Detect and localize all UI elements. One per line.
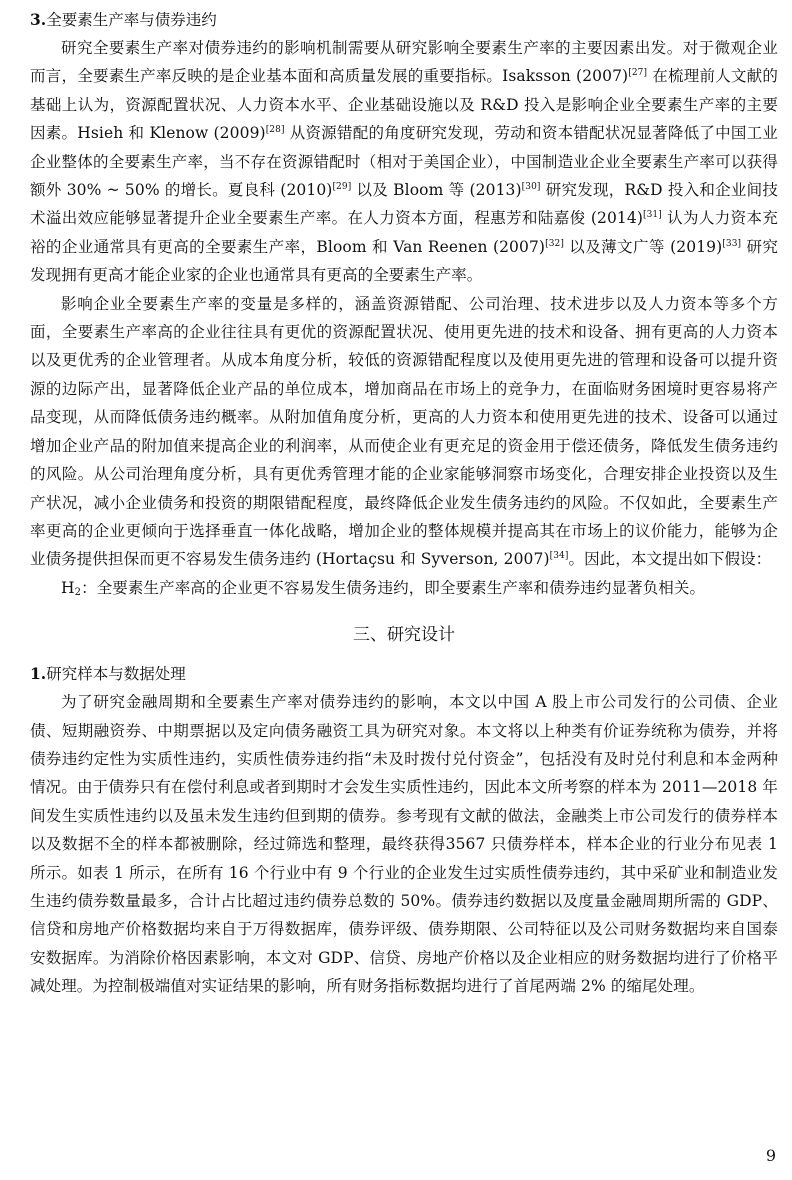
- subsection-heading-1: [30, 660, 778, 688]
- hypothesis-text: ：全要素生产率高的企业更不容易发生债务违约，即全要素生产率和债券违约显著负相关。: [81, 578, 706, 597]
- paragraph-sample-data: 为了研究金融周期和全要素生产率对债券违约的影响，本文以中国 A 股上市公司发行的公司债、企业债、短期融资券、中期票据以及定向债务融资工具为研究对象。本文将以上种类有价证券统称为债券，并将债券违约定性为实质性违约，实质性债券违约指“未及时拨付兑付资金”，包括没有及时兑付利息和本金两种情况。由于债券只有在偿付利息或者到期时才会发生实质性违约，因此本文所考察的样本为 2011—2018 年间发生实质性违约以及虽未发生违约但到期的债券。参考现有文献的做法，金融类上市公司发行的债券样本以及数据不全的样本都被删除，经过筛选和整理，最终获得3567 只债券样本，样本企业的行业分布见表 1 所示。如表 1 所示，在所有 16 个行业中有 9 个行业的企业发生过实质性债券违约，其中采矿业和制造业发生违约债券数量最多，合计占比超过违约债券总数的 50%。债券违约数据以及度量金融周期所需的 GDP、信贷和房地产价格数据均来自于万得数据库，债券评级、债券期限、公司特征以及公司财务数据均来自国泰安数据库。为消除价格因素影响，本文对 GDP、信贷、房地产价格以及企业相应的财务数据均进行了价格平减处理。为控制极端值对实证结果的影响，所有财务指标数据均进行了首尾两端 2% 的缩尾处理。: [30, 693, 778, 996]
- hypothesis-subscript: 2: [74, 586, 82, 598]
- paragraph-mechanism: [30, 290, 778, 574]
- citation-ref: [30]: [521, 182, 541, 193]
- citation-ref: [29]: [332, 182, 352, 193]
- text-run: 从资源错配的角度研究发现，劳动和资本错配状况显著降低了中国工业企业整体的全要素生产率，当不存在资源错配时（相对于美国企业），中国制造业企业全要素生产率可以获得额外 30% ~ 50% 的增长。夏良科 (2010): [30, 124, 778, 200]
- citation-ref: [32]: [545, 238, 564, 249]
- citation-ref: [28]: [265, 125, 285, 136]
- text-run: 研究全要素生产率对债券违约的影响机制需要从研究影响全要素生产率的主要因素出发。对于微观企业而言，全要素生产率反映的是企业基本面和高质量发展的重要指标。Isaksson (2007): [30, 39, 778, 86]
- hypothesis-h2: [30, 574, 778, 602]
- text-run: 研究发现拥有更高才能企业家的企业也通常具有更高的全要素生产率。: [30, 237, 778, 285]
- text-run: 。因此，本文提出如下假设：: [568, 550, 772, 569]
- paragraph-tfp-factors: [30, 34, 778, 290]
- citation-ref: [31]: [642, 210, 662, 221]
- text-run: 以及 Bloom 等 (2013): [351, 181, 522, 200]
- page-number: 9: [765, 1146, 776, 1165]
- text-run: 认为人力资本充裕的企业通常具有更高的全要素生产率，Bloom 和 Van Reenen (2007): [30, 209, 778, 256]
- section-heading: 三、研究设计: [353, 625, 455, 646]
- subsection-number: 1.: [30, 664, 47, 684]
- subsection-title: 全要素生产率与债券违约: [46, 11, 217, 29]
- subsection-title: 研究样本与数据处理: [46, 665, 186, 684]
- hypothesis-label: H: [61, 578, 75, 597]
- citation-ref: [33]: [722, 238, 742, 249]
- citation-ref: [34]: [549, 551, 569, 562]
- text-run: 影响企业全要素生产率的变量是多样的，涵盖资源错配、公司治理、技术进步以及人力资本等多个方面，全要素生产率高的企业往往具有更优的资源配置状况、使用更先进的技术和设备、拥有更高的人力资本以及更优秀的企业管理者。从成本角度分析，较低的资源错配程度以及使用更先进的管理和设备可以提升资源的边际产出，显著降低企业产品的单位成本，增加商品在市场上的竞争力，在面临财务困境时更容易将产品变现，从而降低债务违约概率。从附加值角度分析，更高的人力资本和使用更先进的技术、设备可以通过增加企业产品的附加值来提高企业的利润率，从而使企业有更充足的资金用于偿还债务，降低发生债务违约的风险。从公司治理角度分析，具有更优秀管理才能的企业家能够洞察市场变化，合理安排企业投资以及生产状况，减小企业债务和投资的期限错配程度，最终降低企业发生债务违约的风险。不仅如此，全要素生产率更高的企业更倾向于选择垂直一体化战略，增加企业的整体规模并提高其在市场上的议价能力，能够为企业债务提供担保而更不容易发生债务违约 (Hortaçsu 和 Syverson, 2007): [30, 294, 778, 569]
- text-run: 以及薄文广等 (2019): [563, 237, 723, 256]
- subsection-number: 3.: [30, 10, 47, 29]
- text-run: 在梳理前人文献的基础上认为，资源配置状况、人力资本水平、企业基础设施以及 R&D 投入是影响企业全要素生产率的主要因素。Hsieh 和 Klenow (2009): [30, 67, 779, 143]
- subsection-heading-3: [30, 6, 778, 34]
- citation-ref: [27]: [628, 68, 648, 79]
- text-run: 研究发现，R&D 投入和企业间技术溢出效应能够显著提升企业全要素生产率。在人力资本方面，程惠芳和陆嘉俊 (2014): [30, 181, 778, 228]
